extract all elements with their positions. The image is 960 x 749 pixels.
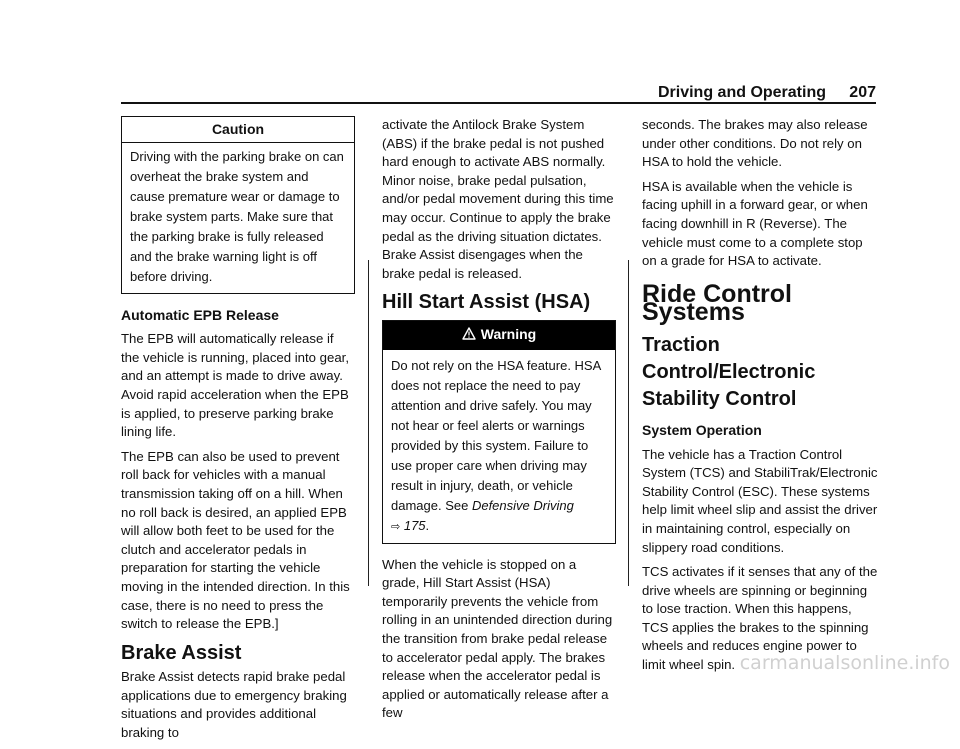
warning-header [383,321,615,350]
warning-body-text: Do not rely on the HSA feature. HSA does not replace the need to pay attention and drive safely. You may not hear or feel alerts or warnings provided by this system. Failure to use proper care when driving may result in injury, death, or vehicle damage. See [391,357,601,513]
chapter-heading: Ride Control Systems [642,279,792,327]
paragraph: The EPB can also be used to prevent roll back for vehicles with a manual transmission taking off on a hill. When no roll back is desired, an applied EPB will allow both feet to be used for the clutch and accelerator pedals in preparation for starting the vehicle moving in the intended direction. In this case, there is no need to press the switch to release the EPB.] [121,448,350,632]
system-operation-heading: System Operation [642,421,762,438]
paragraph: When the vehicle is stopped on a grade, Hill Start Assist (HSA) temporarily prevents the vehicle from rolling in an unintended direction during the transition from brake pedal release to accelerator pedal apply. The brakes release when the accelerator pedal is applied or automatically release after a few [382,556,613,721]
brake-assist-heading: Brake Assist [121,641,242,664]
auto-release-heading: Automatic EPB Release [121,306,279,323]
paragraph: The vehicle has a Traction Control System (TCS) and StabiliTrak/Electronic Stability Control (ESC). These systems help limit wheel slip and assist the driver in maintaining control, especially on slippery road conditions. [642,446,878,555]
warning-text [383,350,615,543]
column-divider [368,260,369,586]
hsa-heading: Hill Start Assist (HSA) [382,291,591,314]
paragraph: activate the Antilock Brake System (ABS) if the brake pedal is not pushed hard enough to activate ABS normally. Minor noise, brake pedal pulsation, and/or pedal movement during this time may occur. Continue to apply the brake pedal as the driving situation dictates. Brake Assist disengages when the brake pedal is released. [382,117,614,281]
reference-page[interactable]: 175 [403,517,426,533]
page-reference-arrow-icon: ⇨ [391,520,401,533]
paragraph: seconds. The brakes may also release under other conditions. Do not rely on HSA to hold the vehicle. [642,117,868,170]
caution-box [121,116,355,294]
header-rule [121,102,876,104]
column-3 [642,116,878,681]
column-2 [382,116,616,729]
column-divider [628,260,629,586]
reference-end: . [425,517,430,533]
reference-link[interactable]: Defensive Driving [471,497,574,513]
paragraph: TCS activates if it senses that any of the drive wheels are spinning or beginning to lose traction. When this happens, TCS applies the brakes to the spinning wheels and reduces engine power to limit wheel spin. [642,564,878,673]
warning-title: Warning [480,325,537,342]
watermark: carmanualsonline.info [739,652,950,674]
paragraph: The EPB will automatically release if the vehicle is running, placed into gear, and an attempt is made to drive away. Avoid rapid acceleration when the EPB is applied, to preserve parking brake lining life. [121,331,349,440]
paragraph: Brake Assist detects rapid brake pedal applications due to emergency braking situations and provides additional braking to [121,669,347,741]
warning-triangle-icon [462,326,476,345]
warning-box [382,320,616,544]
caution-text: Driving with the parking brake on can overheat the brake system and cause premature wear or damage to brake system parts. Make sure that the parking brake is fully released and the brake warning light is off before driving. [130,148,344,284]
caution-title: Caution [122,117,354,143]
page-number: 207 [849,84,876,101]
column-1 [121,116,355,749]
section-title: Driving and Operating [657,84,826,101]
page-header [0,0,960,106]
section-heading: Traction Control/Electronic Stability Control [642,333,816,410]
paragraph: HSA is available when the vehicle is facing uphill in a forward gear, or when facing downhill in R (Reverse). The vehicle must come to a complete stop on a grade for HSA to activate. [642,178,868,269]
